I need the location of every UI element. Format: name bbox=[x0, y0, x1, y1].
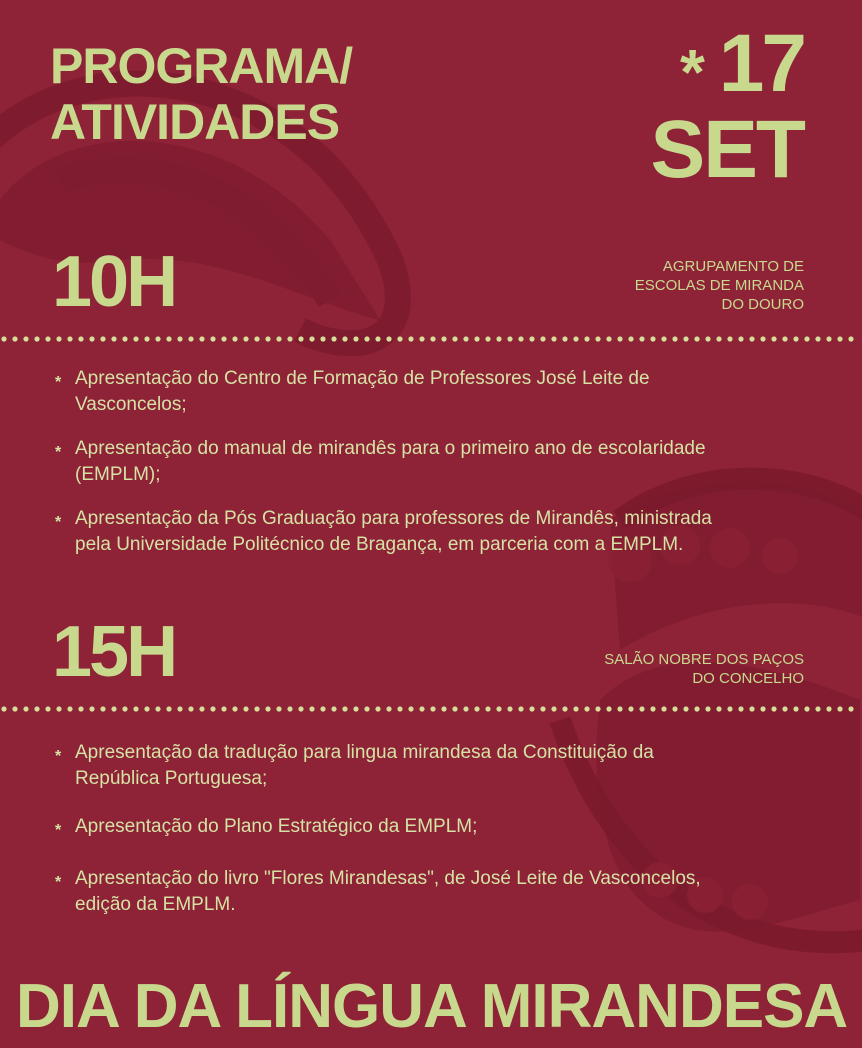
divider-dot bbox=[639, 336, 644, 341]
divider-dot bbox=[23, 336, 28, 341]
divider-dot bbox=[463, 336, 468, 341]
divider-dot bbox=[474, 336, 479, 341]
divider-dot bbox=[430, 336, 435, 341]
divider-dot bbox=[837, 706, 842, 711]
divider-dot bbox=[188, 336, 193, 341]
divider-dot bbox=[738, 706, 743, 711]
divider-dot bbox=[155, 336, 160, 341]
divider-dot bbox=[551, 706, 556, 711]
divider-dot bbox=[694, 336, 699, 341]
footer-title: DIA DA LÍNGUA MIRANDESA bbox=[16, 972, 848, 1041]
divider-dot bbox=[375, 706, 380, 711]
divider-dot bbox=[419, 336, 424, 341]
divider-dot bbox=[650, 706, 655, 711]
divider-dot bbox=[716, 706, 721, 711]
divider-dot bbox=[342, 706, 347, 711]
list-item-text: Apresentação do Centro de Formação de Professores José Leite de Vasconcelos; bbox=[75, 368, 650, 415]
divider-dot bbox=[837, 336, 842, 341]
divider-dot bbox=[452, 706, 457, 711]
divider-dot bbox=[78, 706, 83, 711]
divider-dot bbox=[254, 336, 259, 341]
divider-dot bbox=[683, 706, 688, 711]
divider-dot bbox=[386, 336, 391, 341]
divider-dot bbox=[760, 336, 765, 341]
list-item bbox=[55, 866, 715, 918]
divider-dot bbox=[397, 706, 402, 711]
divider-dot bbox=[606, 336, 611, 341]
dotted-divider-1 bbox=[0, 334, 862, 344]
divider-dot bbox=[23, 706, 28, 711]
divider-dot bbox=[386, 706, 391, 711]
divider-dot bbox=[760, 706, 765, 711]
divider-dot bbox=[276, 336, 281, 341]
page-title bbox=[50, 38, 352, 150]
divider-dot bbox=[485, 336, 490, 341]
divider-dot bbox=[848, 336, 853, 341]
divider-dot bbox=[584, 336, 589, 341]
list-item-text: Apresentação do Plano Estratégico da EMPLM; bbox=[75, 816, 478, 837]
asterisk-bullet-icon: * bbox=[55, 822, 62, 839]
divider-dot bbox=[287, 706, 292, 711]
divider-dot bbox=[518, 336, 523, 341]
divider-dot bbox=[408, 336, 413, 341]
list-item bbox=[55, 366, 715, 418]
divider-dot bbox=[727, 706, 732, 711]
divider-dot bbox=[815, 336, 820, 341]
divider-dot bbox=[584, 706, 589, 711]
divider-dot bbox=[804, 706, 809, 711]
date-asterisk-icon: * bbox=[680, 36, 705, 108]
divider-dot bbox=[89, 336, 94, 341]
divider-dot bbox=[56, 336, 61, 341]
list-item-text: Apresentação do manual de mirandês para o primeiro ano de escolaridade (EMPLM); bbox=[75, 438, 706, 485]
divider-dot bbox=[749, 336, 754, 341]
divider-dot bbox=[111, 706, 116, 711]
divider-dot bbox=[210, 336, 215, 341]
divider-dot bbox=[496, 336, 501, 341]
divider-dot bbox=[364, 336, 369, 341]
session-1-venue-line: DO DOURO bbox=[721, 296, 804, 313]
page-title-line-1: PROGRAMA/ bbox=[50, 38, 353, 94]
session-2-time: 15H bbox=[52, 612, 176, 692]
divider-dot bbox=[573, 706, 578, 711]
divider-dot bbox=[1, 336, 6, 341]
list-item-text: Apresentação do livro "Flores Mirandesas", de José Leite de Vasconcelos, edição da EMPLM. bbox=[75, 868, 701, 915]
divider-dot bbox=[155, 706, 160, 711]
divider-dot bbox=[804, 336, 809, 341]
divider-dot bbox=[56, 706, 61, 711]
divider-dot bbox=[12, 706, 17, 711]
list-item bbox=[55, 814, 715, 840]
divider-dot bbox=[551, 336, 556, 341]
date-day: 17 bbox=[718, 18, 804, 109]
divider-dot bbox=[309, 336, 314, 341]
divider-dot bbox=[353, 706, 358, 711]
divider-dot bbox=[617, 706, 622, 711]
divider-dot bbox=[188, 706, 193, 711]
divider-dot bbox=[485, 706, 490, 711]
divider-dot bbox=[815, 706, 820, 711]
divider-dot bbox=[210, 706, 215, 711]
divider-dot bbox=[705, 336, 710, 341]
divider-dot bbox=[452, 336, 457, 341]
asterisk-bullet-icon: * bbox=[55, 748, 62, 765]
divider-dot bbox=[463, 706, 468, 711]
divider-dot bbox=[419, 706, 424, 711]
divider-dot bbox=[287, 336, 292, 341]
divider-dot bbox=[100, 706, 105, 711]
divider-dot bbox=[474, 706, 479, 711]
list-item bbox=[55, 506, 715, 558]
divider-dot bbox=[78, 336, 83, 341]
divider-dot bbox=[694, 706, 699, 711]
divider-dot bbox=[243, 336, 248, 341]
list-item bbox=[55, 436, 715, 488]
divider-dot bbox=[45, 336, 50, 341]
divider-dot bbox=[254, 706, 259, 711]
divider-dot bbox=[496, 706, 501, 711]
divider-dot bbox=[232, 706, 237, 711]
divider-dot bbox=[122, 706, 127, 711]
session-1-venue bbox=[544, 257, 804, 314]
divider-dot bbox=[397, 336, 402, 341]
divider-dot bbox=[331, 336, 336, 341]
divider-dot bbox=[441, 706, 446, 711]
divider-dot bbox=[628, 706, 633, 711]
divider-dot bbox=[507, 336, 512, 341]
asterisk-bullet-icon: * bbox=[55, 514, 62, 531]
divider-dot bbox=[177, 706, 182, 711]
divider-dot bbox=[562, 336, 567, 341]
session-2-venue-line: SALÃO NOBRE DOS PAÇOS bbox=[604, 651, 804, 668]
session-2-venue-line: DO CONCELHO bbox=[692, 670, 804, 687]
divider-dot bbox=[232, 336, 237, 341]
divider-dot bbox=[221, 336, 226, 341]
divider-dot bbox=[573, 336, 578, 341]
divider-dot bbox=[243, 706, 248, 711]
divider-dot bbox=[199, 336, 204, 341]
divider-dot bbox=[793, 336, 798, 341]
divider-dot bbox=[738, 336, 743, 341]
divider-dot bbox=[144, 706, 149, 711]
divider-dot bbox=[705, 706, 710, 711]
divider-dot bbox=[727, 336, 732, 341]
page-title-line-2: ATIVIDADES bbox=[50, 94, 340, 150]
divider-dot bbox=[100, 336, 105, 341]
asterisk-bullet-icon: * bbox=[55, 444, 62, 461]
asterisk-bullet-icon: * bbox=[55, 374, 62, 391]
divider-dot bbox=[771, 336, 776, 341]
divider-dot bbox=[771, 706, 776, 711]
divider-dot bbox=[639, 706, 644, 711]
divider-dot bbox=[507, 706, 512, 711]
session-1-venue-line: AGRUPAMENTO DE bbox=[662, 258, 804, 275]
divider-dot bbox=[12, 336, 17, 341]
divider-dot bbox=[133, 706, 138, 711]
divider-dot bbox=[529, 706, 534, 711]
divider-dot bbox=[529, 336, 534, 341]
divider-dot bbox=[353, 336, 358, 341]
divider-dot bbox=[848, 706, 853, 711]
divider-dot bbox=[34, 336, 39, 341]
divider-dot bbox=[309, 706, 314, 711]
divider-dot bbox=[661, 706, 666, 711]
list-item bbox=[55, 740, 715, 792]
divider-dot bbox=[177, 336, 182, 341]
divider-dot bbox=[782, 336, 787, 341]
divider-dot bbox=[716, 336, 721, 341]
divider-dot bbox=[375, 336, 380, 341]
divider-dot bbox=[342, 336, 347, 341]
divider-dot bbox=[265, 706, 270, 711]
divider-dot bbox=[595, 336, 600, 341]
divider-dot bbox=[298, 706, 303, 711]
divider-dot bbox=[111, 336, 116, 341]
divider-dot bbox=[320, 706, 325, 711]
divider-dot bbox=[265, 336, 270, 341]
divider-dot bbox=[441, 336, 446, 341]
divider-dot bbox=[89, 706, 94, 711]
divider-dot bbox=[540, 336, 545, 341]
divider-dot bbox=[518, 706, 523, 711]
divider-dot bbox=[540, 706, 545, 711]
divider-dot bbox=[298, 336, 303, 341]
divider-dot bbox=[430, 706, 435, 711]
divider-dot bbox=[320, 336, 325, 341]
divider-dot bbox=[45, 706, 50, 711]
divider-dot bbox=[166, 336, 171, 341]
divider-dot bbox=[122, 336, 127, 341]
divider-dot bbox=[276, 706, 281, 711]
divider-dot bbox=[166, 706, 171, 711]
divider-dot bbox=[331, 706, 336, 711]
divider-dot bbox=[595, 706, 600, 711]
divider-dot bbox=[1, 706, 6, 711]
divider-dot bbox=[782, 706, 787, 711]
divider-dot bbox=[672, 336, 677, 341]
list-item-text: Apresentação da tradução para lingua mirandesa da Constituição da República Portuguesa; bbox=[75, 742, 654, 789]
divider-dot bbox=[408, 706, 413, 711]
divider-dot bbox=[683, 336, 688, 341]
divider-dot bbox=[650, 336, 655, 341]
divider-dot bbox=[562, 706, 567, 711]
divider-dot bbox=[826, 706, 831, 711]
session-1-time: 10H bbox=[52, 242, 176, 322]
divider-dot bbox=[67, 706, 72, 711]
divider-dot bbox=[606, 706, 611, 711]
dotted-divider-2 bbox=[0, 704, 862, 714]
session-1-venue-line: ESCOLAS DE MIRANDA bbox=[634, 277, 804, 294]
session-2-venue bbox=[544, 650, 804, 688]
date-month: SET bbox=[650, 104, 804, 195]
divider-dot bbox=[221, 706, 226, 711]
divider-dot bbox=[661, 336, 666, 341]
divider-dot bbox=[34, 706, 39, 711]
list-item-text: Apresentação da Pós Graduação para professores de Mirandês, ministrada pela Universidade Politécnico de Bragança, em parceria com a EMPLM. bbox=[75, 508, 712, 555]
divider-dot bbox=[672, 706, 677, 711]
divider-dot bbox=[793, 706, 798, 711]
divider-dot bbox=[67, 336, 72, 341]
divider-dot bbox=[133, 336, 138, 341]
divider-dot bbox=[617, 336, 622, 341]
divider-dot bbox=[199, 706, 204, 711]
asterisk-bullet-icon: * bbox=[55, 874, 62, 891]
divider-dot bbox=[628, 336, 633, 341]
divider-dot bbox=[749, 706, 754, 711]
divider-dot bbox=[364, 706, 369, 711]
divider-dot bbox=[826, 336, 831, 341]
divider-dot bbox=[144, 336, 149, 341]
